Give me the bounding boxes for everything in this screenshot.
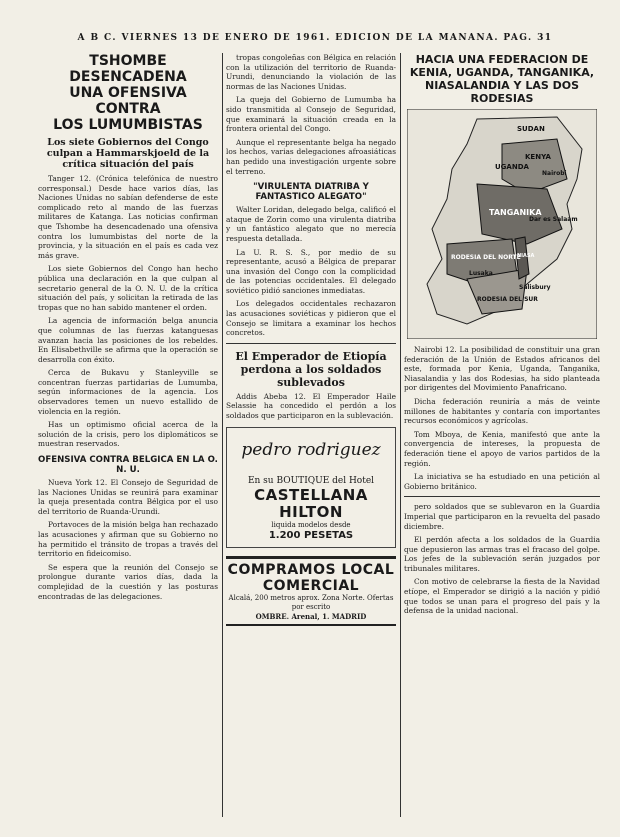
article-paragraph: La agencia de información belga anuncia que columnas de las fuerzas katanguesas avanzan hacia las posiciones de los rebeldes. En Elisabethville se afirma que la operación se desarrolla con éxito. <box>38 316 218 364</box>
real-estate-ad <box>226 556 396 626</box>
ad-text: En su BOUTIQUE del Hotel <box>247 475 375 486</box>
article-paragraph: Los delegados occidentales rechazaron las acusaciones soviéticas y pidieron que el Consejo se limitara a examinar los hechos concretos. <box>226 299 396 338</box>
article-paragraph: pero soldados que se sublevaron en la Guardia Imperial que participaron en la revuelta del pasado diciembre. <box>404 502 600 531</box>
federation-headline <box>404 53 600 105</box>
article-paragraph: Con motivo de celebrarse la fiesta de la Navidad etíope, el Emperador se dirigió a la nación y pidió que todos se unan para el progreso del país y la defensa de la unidad nacional. <box>404 577 600 616</box>
ad-contact: OMBRE. Arenal, 1. MADRID <box>255 611 367 621</box>
article-paragraph: Portavoces de la misión belga han rechazado las acusaciones y afirman que su Gobierno no ha permitido el tránsito de tropas a través del territorio en fideicomiso. <box>38 520 218 559</box>
article-paragraph: Nueva York 12. El Consejo de Seguridad de las Naciones Unidas se reunirá para examinar la queja presentada contra Bélgica por el uso del territorio de Ruanda-Urundi. <box>38 478 218 516</box>
ad-price: 1.200 PESETAS <box>268 529 354 541</box>
headline-line: UNA OFENSIVA CONTRA <box>69 85 187 117</box>
designer-signature: pedro rodriguez <box>241 439 381 460</box>
headline-line: RODESIAS <box>470 92 534 105</box>
article-paragraph: Tom Mboya, de Kenia, manifestó que ante la convergencia de intereses, la propuesta de federación tiene el apoyo de varios partidos de la región. <box>404 429 600 468</box>
article-paragraph: Addis Abeba 12. El Emperador Haile Selassie ha concedido el perdón a los soldados que participaron en la sublevación. <box>226 391 396 421</box>
divider <box>226 343 396 344</box>
map-label: Dar es Salaam <box>529 216 578 223</box>
article-paragraph: Nairobi 12. La posibilidad de constituir una gran federación de la Unión de Estados africanos del este, formada por Kenia, Uganda, Tanganika, Niasalandia y las dos Rodesias, ha sido planteada por dirigentes del Movimiento Panafricano. <box>404 345 600 393</box>
article-paragraph: Has un optimismo oficial acerca de la solución de la crisis, pero los diplomáticos se muestran reservados. <box>38 420 218 449</box>
map-label: TANGANIKA <box>489 208 542 217</box>
ad-text: Alcalá, 200 metros aprox. Zona Norte. Ofertas por escrito <box>228 593 394 611</box>
column-divider <box>222 53 223 817</box>
ad-title: COMERCIAL <box>262 577 360 594</box>
hotel-name: CASTELLANA HILTON <box>254 485 368 521</box>
article-paragraph: Walter Loridan, delegado belga, calificó el ataque de Zorin como una virulenta diatriba y un fantástico alegato que no merecía respuesta detallada. <box>226 205 396 243</box>
map-label: UGANDA <box>495 163 529 171</box>
article-paragraph: La U. R. S. S., por medio de su representante, acusó a Bélgica de preparar una invasión del Congo con la complicidad de las potencias occidentales. El delegado soviético pidió sanciones inmediatas. <box>226 247 396 295</box>
left-column <box>38 53 218 605</box>
map-label: Nairobi <box>542 170 567 177</box>
map-label: SUDAN <box>517 125 545 133</box>
east-africa-map <box>407 109 597 339</box>
article-paragraph: Tanger 12. (Crónica telefónica de nuestro corresponsal.) Desde hace varios días, las Naciones Unidas no sabían defenderse de este complicado reto al mando de las fuerzas militares de Katanga. Las noticias confirman que Tshombe ha desencadenado una ofensiva contra los lumumbistas del norte de la provincia, y la situación en el país es cada vez más grave. <box>38 174 218 260</box>
article-paragraph: Los siete Gobiernos del Congo han hecho pública una declaración en la que culpan al secretario general de la O. N. U. de la crítica situación del país, y solicitan la retirada de las tropas que no han sabido mantener el orden. <box>38 264 218 312</box>
article-paragraph: La iniciativa se ha estudiado en una petición al Gobierno británico. <box>404 472 600 491</box>
map-label: NIASA <box>517 253 535 259</box>
page-header: A B C. VIERNES 13 DE ENERO DE 1961. EDICION DE LA MAÑANA. PAG. 31 <box>77 33 553 43</box>
boutique-ad <box>226 427 396 548</box>
main-subhead: Los siete Gobiernos del Congo culpan a Hammarskjoeld de la crítica situación del país <box>46 137 210 170</box>
article-paragraph: tropas congoleñas con Bélgica en relación con la utilización del territorio de Ruanda-Urundi, denunciando la violación de las normas de las Naciones Unidas. <box>226 53 396 91</box>
map-label: RODESIA DEL SUR <box>477 296 538 303</box>
article-paragraph: Se espera que la reunión del Consejo se prolongue durante varios días, dada la complejidad de la cuestión y las posturas encontradas de las delegaciones. <box>38 562 218 601</box>
middle-column <box>226 53 396 626</box>
article-paragraph: Dicha federación reuniría a más de veinte millones de habitantes y contaría con importantes recursos económicos y agrícolas. <box>404 396 600 426</box>
headline-line: NIASALANDIA Y LAS DOS <box>424 79 580 92</box>
article-paragraph: La queja del Gobierno de Lumumba ha sido transmitida al Consejo de Seguridad, que examinará la situación creada en la frontera oriental del Congo. <box>226 95 396 134</box>
article-paragraph: Cerca de Bukavu y Stanleyville se concentran fuerzas partidarias de Lumumba, según informaciones de la agencia. Los observadores temen un nuevo estallido de violencia en la región. <box>38 368 218 416</box>
section-heading: OFENSIVA CONTRA BELGICA EN LA O. N. U. <box>38 455 218 476</box>
headline-line: LOS LUMUMBISTAS <box>53 117 203 133</box>
map-graphic <box>407 109 597 339</box>
right-column <box>404 53 600 620</box>
ad-title: COMPRAMOS LOCAL <box>227 561 395 578</box>
column-divider <box>400 53 401 817</box>
divider <box>404 496 600 497</box>
article-paragraph: Aunque el representante belga ha negado los hechos, varias delegaciones afroasiáticas han pedido una investigación urgente sobre el terreno. <box>226 137 396 176</box>
map-label: KENYA <box>525 153 551 161</box>
ethiopia-headline: El Emperador de Etiopía perdona a los soldados sublevados <box>235 349 387 389</box>
headline-line: HACIA UNA FEDERACION DE <box>415 53 589 66</box>
section-heading: "VIRULENTA DIATRIBA Y FANTASTICO ALEGATO" <box>253 182 369 203</box>
headline-line: KENIA, UGANDA, TANGANIKA, <box>409 66 595 79</box>
ad-text: liquida modelos desde <box>271 520 351 529</box>
main-headline <box>38 53 218 133</box>
article-paragraph: El perdón afecta a los soldados de la Guardia que depusieron las armas tras el fracaso del golpe. Los jefes de la sublevación serán juzgados por tribunales militares. <box>404 535 600 573</box>
map-label: Salisbury <box>519 284 551 291</box>
map-label: RODESIA DEL NORTE <box>451 254 521 261</box>
headline-line: TSHOMBE DESENCADENA <box>69 53 187 85</box>
map-label: Lusaka <box>469 270 493 277</box>
